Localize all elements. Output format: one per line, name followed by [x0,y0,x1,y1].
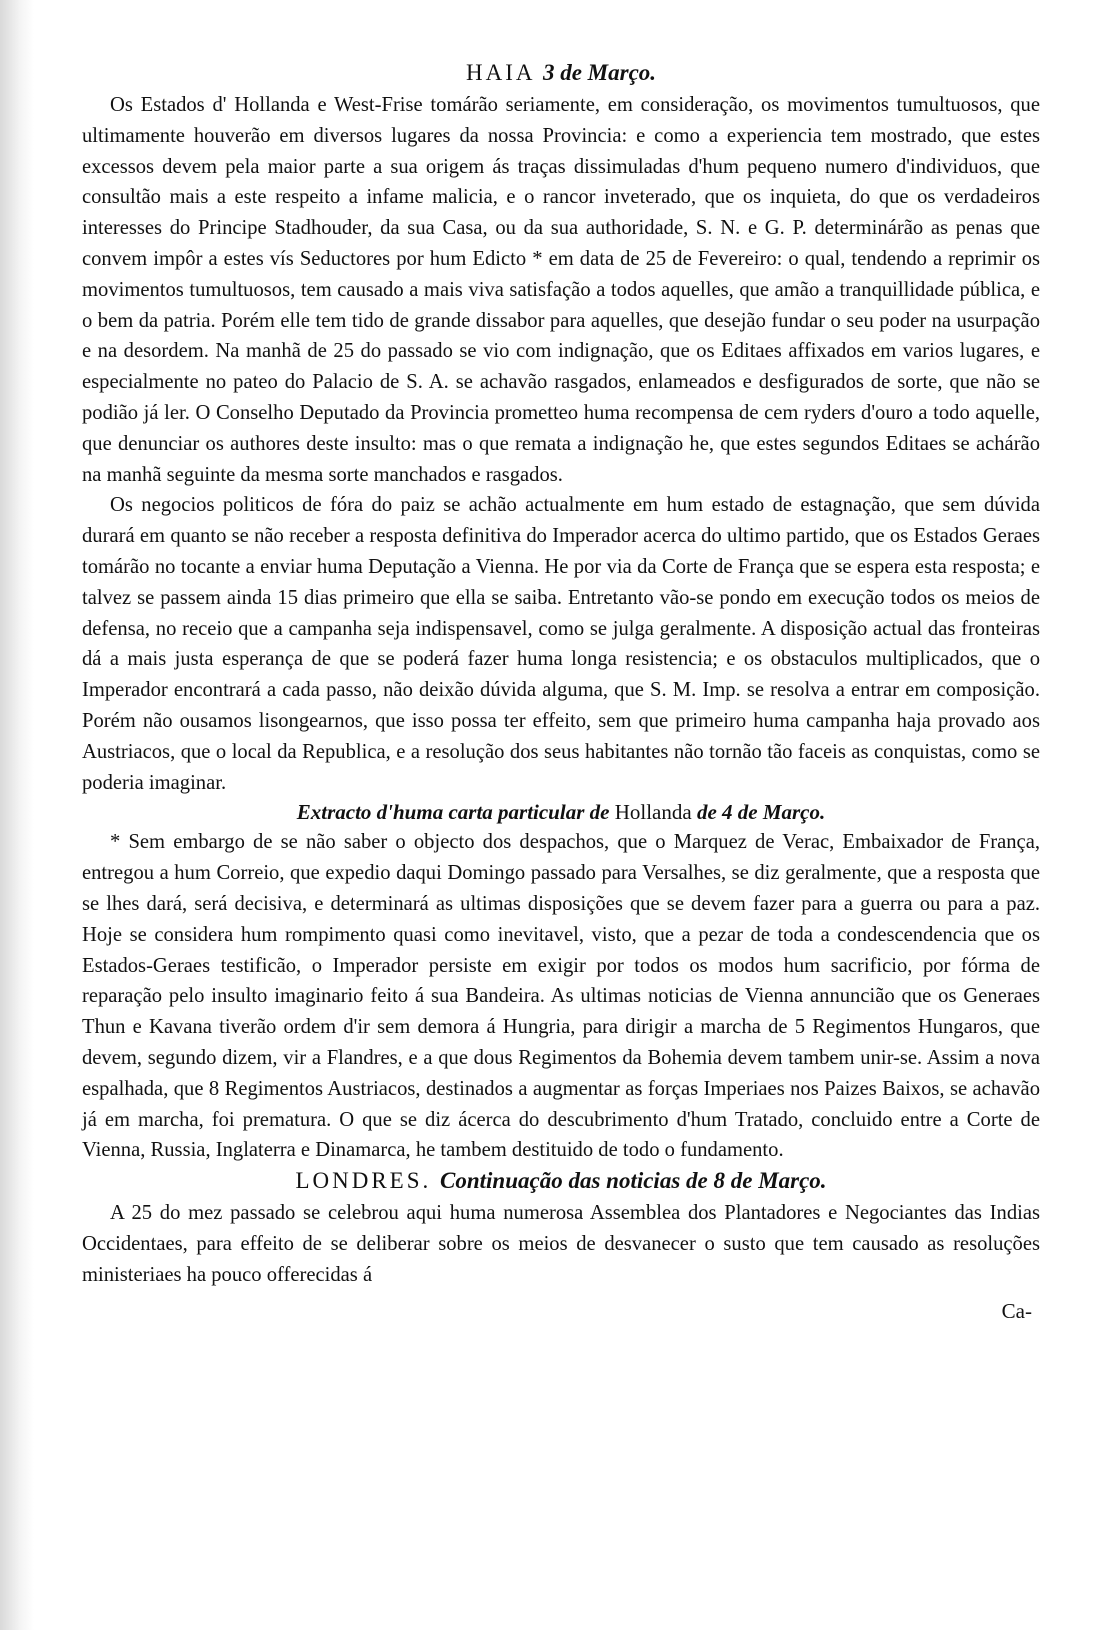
londres-heading [82,1166,1040,1196]
page-binding-shadow [0,0,34,1630]
londres-heading-rest: Continuação das noticias de 8 de Março. [440,1168,827,1194]
haia-paragraph-1: Os Estados d' Hollanda e West-Frise tomárão seriamente, em consideração, os movimentos tumultuosos, que ultimamente houverão em diversos lugares da nossa Provincia: e como a experiencia tem mostrado, que estes excessos devem pela maior parte a sua origem ás traças dissimuladas d'hum pequeno numero d'individuos, que consultão mais a este respeito a infame malicia, e o rancor inveterado, que os inquieta, do que os verdadeiros interesses do Principe Stadhouder, da sua Casa, ou da sua authoridade, S. N. e G. P. determinárão as penas que convem impôr a estes vís Seductores por hum Edicto * em data de 25 de Fevereiro: o qual, tendendo a reprimir os movimentos tumultuosos, tem causado a mais viva satisfação a todos aquelles, que amão a tranquillidade pública, e o bem da patria. Porém elle tem tido de grande dissabor para aquelles, que desejão fundar o seu poder na usurpação e na desordem. Na manhã de 25 do passado se vio com indignação, que os Editaes affixados em varios lugares, e especialmente no pateo do Palacio de S. A. se achavão rasgados, enlameados e desfigurados de sorte, que não se podião já ler. O Conselho Deputado da Provincia prometteo huma recompensa de cem ryders d'ouro a todo aquelle, que denunciar os authores deste insulto: mas o que remata a indignação he, que estes segundos Editaes se achárão na manhã seguinte da mesma sorte manchados e rasgados. [82,94,1040,486]
extracto-heading [82,798,1040,827]
haia-heading [82,58,1040,88]
extracto-heading-place: Hollanda [614,800,692,825]
londres-heading-city: LONDRES. [295,1168,432,1194]
text-column [82,58,1040,1326]
haia-paragraph-2: Os negocios politicos de fóra do paiz se achão actualmente em hum estado de estagnação, que sem dúvida durará em quanto se não receber a resposta definitiva do Imperador acerca do ultimo partido, que os Estados Geraes tomárão no tocante a enviar huma Deputação a Vienna. He por via da Corte de França que se espera esta resposta; e talvez se passem ainda 15 dias primeiro que ella se saiba. Entretanto vão-se pondo em execução todos os meios de defensa, no receio que a campanha seja indispensavel, como se julga geralmente. A disposição actual das fronteiras dá a mais justa esperança de que se poderá fazer huma longa resistencia; e os obstaculos multiplicados, que o Imperador encontrará a cada passo, não deixão dúvida alguma, que S. M. Imp. se resolva a entrar em composição. Porém não ousamos lisongearnos, que isso possa ter effeito, sem que primeiro huma campanha haja provado aos Austriacos, que o local da Republica, e a resolução dos seus habitantes não tornão tão faceis as conquistas, como se poderia imaginar. [82,494,1040,794]
haia-heading-city: HAIA [465,60,535,85]
extracto-heading-date: de 4 de Março. [696,800,826,825]
haia-heading-date: 3 de Março. [542,60,657,85]
extracto-heading-title: Extracto d'huma carta particular de [296,800,610,825]
catchword: Ca- [1001,1299,1032,1324]
londres-paragraph: A 25 do mez passado se celebrou aqui huma numerosa Assemblea dos Plantadores e Negociantes das Indias Occidentaes, para effeito de se deliberar sobre os meios de desvanecer o susto que tem causado as resoluções ministeriaes ha pouco offerecidas á [82,1202,1040,1286]
extracto-paragraph: * Sem embargo de se não saber o objecto dos despachos, que o Marquez de Verac, Embaixador de França, entregou a hum Correio, que expedio daqui Domingo passado para Versalhes, se diz geralmente, que a resposta que se lhes dará, será decisiva, e determinará as ultimas disposições que se devem fazer para a guerra ou para a paz. Hoje se considera hum rompimento quasi como inevitavel, visto, que a pezar de toda a condescendencia que os Estados-Geraes testificão, o Imperador persiste em exigir por todos os modos hum sacrificio, por fórma de reparação pelo insulto imaginario feito á sua Bandeira. As ultimas noticias de Vienna annuncião que os Generaes Thun e Kavana tiverão ordem d'ir sem demora á Hungria, para dirigir a marcha de 5 Regimentos Hungaros, que devem, segundo dizem, vir a Flandres, e a que dous Regimentos da Bohemia devem tambem unir-se. Assim a nova espalhada, que 8 Regimentos Austriacos, destinados a augmentar as forças Imperiaes nos Paizes Baixos, se achavão já em marcha, foi prematura. O que se diz ácerca do descubrimento d'hum Tratado, concluido entre a Corte de Vienna, Russia, Inglaterra e Dinamarca, he tambem destituido de todo o fundamento. [82,831,1040,1162]
